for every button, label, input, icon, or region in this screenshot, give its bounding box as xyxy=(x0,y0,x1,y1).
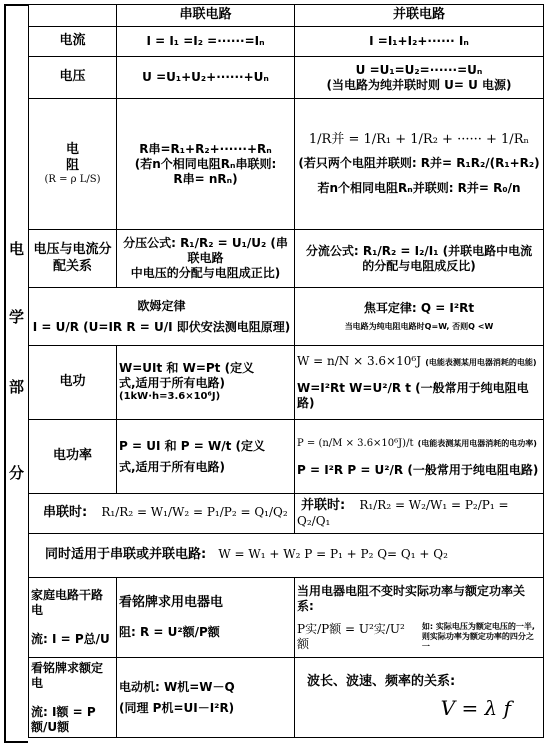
work-mid-1: W=UIt 和 W=Pt (定义 xyxy=(119,361,255,376)
formula-table xyxy=(28,4,544,738)
power-row xyxy=(29,420,544,494)
side-char: 电 xyxy=(9,240,25,258)
header-series: 串联电路 xyxy=(117,5,295,27)
resistance-label-1: 电 xyxy=(65,141,79,157)
work-right-1: W = n/N × 3.6×10⁶J xyxy=(297,354,422,368)
distribution-parallel-1: 分流公式: R₁/R₂ = I₂/I₁ (并联电路中电流 xyxy=(305,243,533,258)
rated-left-2: 流: I额 = P额/U额 xyxy=(31,704,96,734)
work-mid-2: 式,适用于所有电路) xyxy=(119,376,226,391)
ohm-formula: I = U/R (U=IR R = U/I 即伏安法测电阻原理) xyxy=(32,319,291,334)
side-label xyxy=(4,4,28,743)
rated-right-formula: V = λ f xyxy=(440,696,511,721)
work-right-1-note: (电能表测某用电器消耗的电能) xyxy=(425,358,537,367)
both-formula: W = W₁ + W₂ P = P₁ + P₂ Q= Q₁ + Q₂ xyxy=(218,547,448,562)
resistance-series-1: R串=R₁+R₂+······+Rₙ xyxy=(139,141,272,156)
resistance-series-3: R串= nRₙ) xyxy=(173,171,238,186)
power-right-1: P = (n/M × 3.6×10⁶J)/t xyxy=(297,438,414,450)
household-right-title: 当用电器电阻不变时实际功率与额定功率关系: xyxy=(297,583,526,613)
household-mid-2: 阻: R = U²额/P额 xyxy=(119,625,220,640)
rated-mid-1: 电动机: W机=W－Q xyxy=(119,679,235,694)
ohm-joule-row xyxy=(29,288,544,346)
rated-row xyxy=(29,658,544,738)
rated-mid-2: (同理 P机=UI－I²R) xyxy=(119,700,235,715)
power-mid-2: 式,适用于所有电路) xyxy=(119,459,226,474)
current-parallel: I =I₁+I₂+······ Iₙ xyxy=(295,27,544,57)
distribution-series-1: 分压公式: R₁/R₂ = U₁/U₂ (串联电路 xyxy=(123,236,288,265)
side-char: 部 xyxy=(9,378,25,396)
distribution-row xyxy=(29,230,544,288)
ratio-parallel-label: 并联时: xyxy=(301,497,346,513)
household-mid-1: 看铭牌求用电器电 xyxy=(119,594,224,610)
power-label: 电功率 xyxy=(29,420,117,494)
household-left-1: 家庭电路干路电 xyxy=(31,588,104,617)
work-right-2: W=I²Rt W=U²/R t (一般常用于纯电阻电路) xyxy=(297,381,529,410)
side-char: 学 xyxy=(9,308,25,326)
voltage-series: U =U₁+U₂+······+Uₙ xyxy=(117,57,295,99)
household-left-2: 流: I = P总/U xyxy=(31,632,110,646)
resistance-definition: (R = ρ L/S) xyxy=(44,174,101,185)
voltage-row xyxy=(29,57,544,99)
work-label: 电功 xyxy=(29,346,117,420)
header-row xyxy=(29,5,544,27)
work-row xyxy=(29,346,544,420)
joule-title: 焦耳定律: Q = I²Rt xyxy=(363,301,475,315)
power-right-2: P = I²R P = U²/R (一般常用于纯电阻电路) xyxy=(297,462,539,477)
joule-note: 当电路为纯电阻电路时Q=W, 否则Q <W xyxy=(344,322,494,331)
current-label: 电流 xyxy=(29,27,117,57)
power-mid-1: P = UI 和 P = W/t (定义 xyxy=(119,438,265,453)
household-right-formula: P实/P额 = U²实/U²额 xyxy=(297,621,405,651)
resistance-parallel-2: (若只两个电阻并联则: R并= R₁R₂/(R₁+R₂) xyxy=(298,156,540,171)
resistance-series-2: (若n个相同电阻Rₙ串联则: xyxy=(134,156,277,171)
resistance-parallel-1: 1/R并 = 1/R₁ + 1/R₂ + ······ + 1/Rₙ xyxy=(308,131,530,147)
both-row xyxy=(29,534,544,578)
ohm-title: 欧姆定律 xyxy=(137,298,186,313)
ratio-parallel-formula: R₁/R₂ = W₂/W₁ = P₂/P₁ = Q₂/Q₁ xyxy=(297,497,509,529)
household-row xyxy=(29,578,544,658)
ratio-series-formula: R₁/R₂ = W₁/W₂ = P₁/P₂ = Q₁/Q₂ xyxy=(101,505,288,520)
side-char: 分 xyxy=(9,464,25,482)
voltage-label: 电压 xyxy=(29,57,117,99)
work-mid-3: (1kW·h=3.6×10⁶J) xyxy=(119,391,221,403)
voltage-parallel-1: U =U₁=U₂=······=Uₙ xyxy=(355,62,483,77)
rated-right-title: 波长、波速、频率的关系: xyxy=(307,673,456,689)
distribution-series-2: 中电压的分配与电阻成正比) xyxy=(130,266,281,280)
distribution-parallel-2: 的分配与电阻成反比) xyxy=(362,258,476,273)
ratio-row xyxy=(29,494,544,534)
distribution-label: 电压与电流分配关系 xyxy=(29,230,117,288)
resistance-label-2: 阻 xyxy=(65,157,79,173)
household-right-note-2: 则实际功率为额定功率的四分之一 xyxy=(421,631,534,651)
power-right-1-note: (电能表测某用电器消耗的电功率) xyxy=(417,439,537,449)
ratio-series-label: 串联时: xyxy=(43,505,88,521)
rated-left-1: 看铭牌求额定电 xyxy=(31,660,104,690)
current-row xyxy=(29,27,544,57)
both-label: 同时适用于串联或并联电路: xyxy=(45,547,207,563)
current-series: I = I₁ =I₂ =······=Iₙ xyxy=(117,27,295,57)
resistance-parallel-3: 若n个相同电阻Rₙ并联则: R并= R₀/n xyxy=(317,181,521,196)
resistance-row xyxy=(29,99,544,230)
header-parallel: 并联电路 xyxy=(295,5,544,27)
household-right-note-1: 如: 实际电压为额定电压的一半, xyxy=(421,621,535,631)
voltage-parallel-2: (当电路为纯并联时则 U= U 电源) xyxy=(326,77,512,92)
